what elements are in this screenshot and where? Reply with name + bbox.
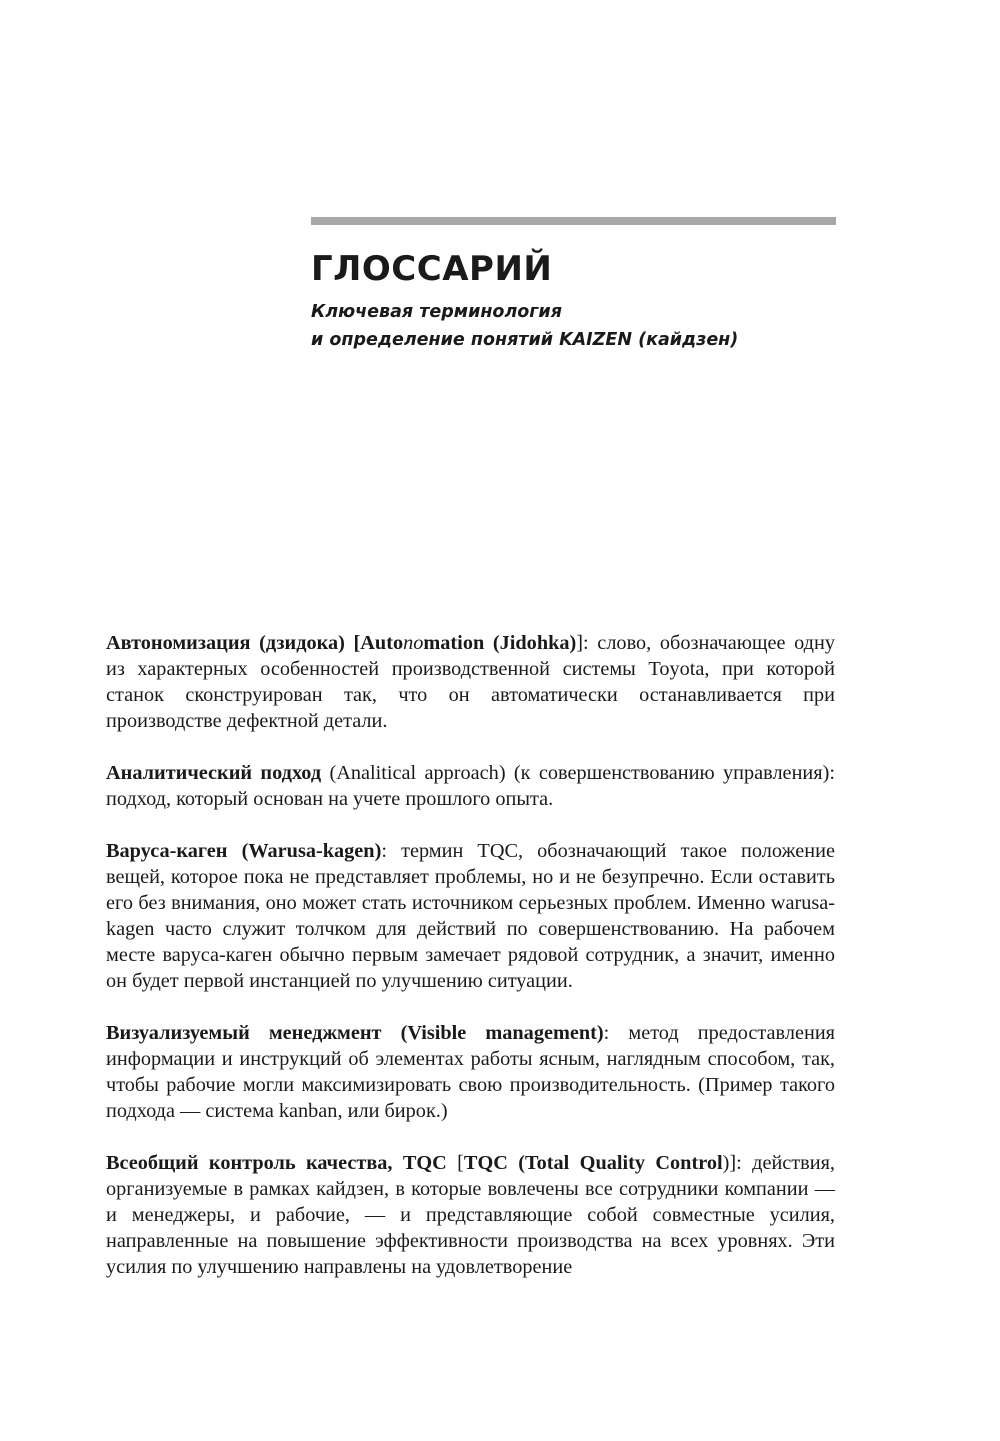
glossary-entry-warusa-kagen <box>106 838 835 994</box>
glossary-entries <box>106 630 835 1306</box>
entry-term: Аналитический подход <box>106 762 322 784</box>
glossary-entry-visible-management <box>106 1020 835 1124</box>
entry-term-italic: no <box>403 632 424 654</box>
subtitle-line-2: и определение понятий KAIZEN (кайдзен) <box>311 330 739 350</box>
entry-definition: (Analitical approach) (к совершенствованию управления): подход, который основан на учете прошлого опыта. <box>106 762 835 810</box>
header-rule <box>311 217 836 225</box>
glossary-entry-autonomation <box>106 630 835 734</box>
page-subtitle <box>311 298 738 354</box>
entry-term: Варуса-каген (Warusa-kagen) <box>106 840 382 862</box>
entry-definition: : термин TQC, обозначающий такое положение вещей, которое пока не представляет проблемы, но и не безупречно. Если оставить его без внимания, оно может стать источником серьезных проблем. Именно warusa-kagen часто служит толчком для действий по совершенствованию. На рабочем месте варуса-каген обычно первым замечает рядовой сотрудник, а значит, именно он будет первой инстанцией по улучшению ситуации. <box>106 840 835 992</box>
glossary-entry-analytical-approach <box>106 760 835 812</box>
entry-term-bracket: )] <box>722 1152 737 1174</box>
entry-term-bracket: [ <box>457 1152 464 1174</box>
entry-term-bracket: ] <box>576 632 584 654</box>
entry-term: Визуализуемый менеджмент (Visible management) <box>106 1022 604 1044</box>
entry-term-part: TQC (Total Quality Control <box>463 1152 723 1174</box>
entry-term-part: mation (Jidohka) <box>423 632 577 654</box>
glossary-entry-tqc <box>106 1150 835 1280</box>
entry-term-part: Всеобщий контроль качества, TQC <box>106 1152 458 1174</box>
entry-term-part: Автономизация (дзидока) [Auto <box>106 632 404 654</box>
page-title: ГЛОССАРИЙ <box>311 249 553 289</box>
entry-definition: : слово, обозначающее одну из характерных особенностей производственной системы Toyota, при которой станок сконструирован так, что он автоматически останавливается при производстве дефектной детали. <box>106 632 835 732</box>
entry-definition: : метод предоставления информации и инструкций об элементах работы ясным, наглядным способом, так, чтобы рабочие могли максимизировать свою производительность. (Пример такого подхода — система kanban, или бирок.) <box>106 1022 836 1122</box>
entry-definition: : действия, организуемые в рамках кайдзен, в которые вовлечены все сотрудники компании — и менеджеры, и рабочие, — и представляющие собой совместные усилия, направленные на повышение эффективности производства на всех уровнях. Эти усилия по улучшению направлены на удовлетворение <box>106 1152 835 1278</box>
subtitle-line-1: Ключевая терминология <box>311 302 562 322</box>
